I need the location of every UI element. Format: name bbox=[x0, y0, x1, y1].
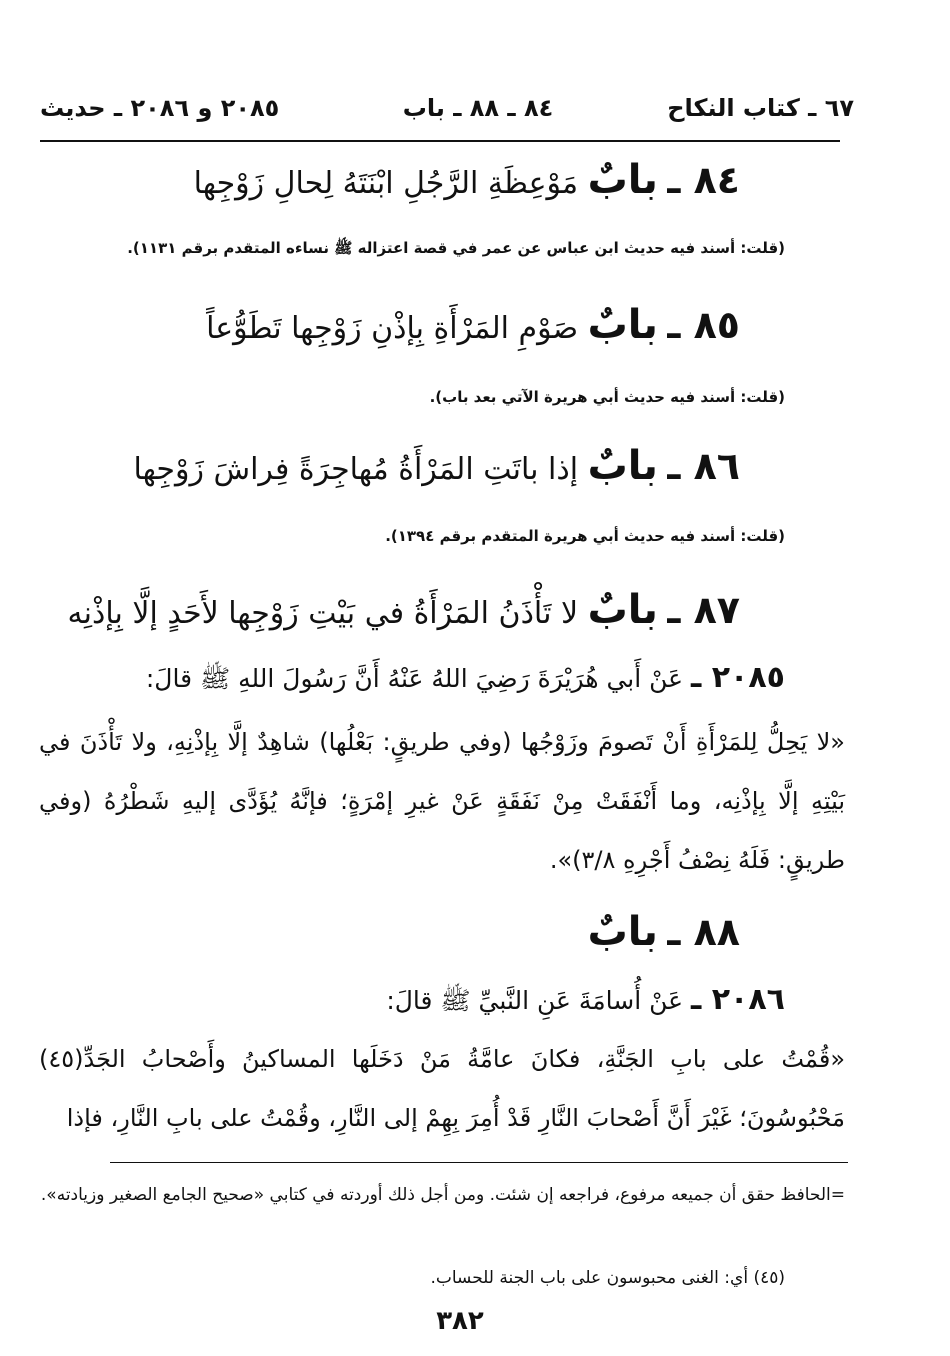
chapter-number: ٨٧ ـ bbox=[667, 588, 740, 632]
chapter-title: إذا باتَتِ المَرْأَةُ مُهاجِرَةً فِراشَ زَوْجِها bbox=[133, 452, 579, 487]
page-number: ٣٨٢ bbox=[436, 1306, 484, 1336]
hadith-2086-isnad-line bbox=[386, 980, 785, 1021]
chapter-heading-86 bbox=[133, 444, 740, 492]
chapter-heading-84 bbox=[194, 158, 740, 206]
chapter-word: بابٌ bbox=[587, 443, 658, 489]
chapter-word: بابٌ bbox=[587, 302, 658, 348]
footnote-divider bbox=[110, 1162, 848, 1163]
chapter-title: لا تَأْذَنُ المَرْأَةُ في بَيْتِ زَوْجِها لأَحَدٍ إلَّا بِإذْنِه bbox=[67, 596, 579, 631]
chapter-number: ٨٤ ـ bbox=[667, 158, 740, 202]
chapter-word: بابٌ bbox=[587, 157, 658, 203]
chapter-note-85: (قلت: أسند فيه حديث أبي هريرة الآتي بعد باب). bbox=[429, 388, 785, 406]
chapter-note-84: (قلت: أسند فيه حديث ابن عباس عن عمر في قصة اعتزاله ﷺ نساءه المتقدم برقم ١١٣١). bbox=[127, 239, 785, 257]
chapter-note-86: (قلت: أسند فيه حديث أبي هريرة المتقدم برقم ١٣٩٤). bbox=[385, 527, 785, 545]
hadith-2085-text: «لا يَحِلُّ لِلمَرْأَةِ أَنْ تَصومَ وزَوْجُها (وفي طريقٍ: بَعْلُها) شاهِدٌ إلَّا بِإذْنِهِ، ولا تَأْذَنَ في بَيْتِهِ إلَّا بِإذْنِه، وما أَنْفَقَتْ مِنْ نَفَقَةٍ عَنْ غيرِ إمْرَةٍ؛ فإنَّهُ يُؤَدَّى إليهِ شَطْرُهُ (وفي طريقٍ: فَلَهُ نِصْفُ أَجْرِهِ ٣/٨)». bbox=[39, 728, 845, 874]
chapter-heading-85 bbox=[206, 303, 740, 351]
chapter-title: مَوْعِظَةِ الرَّجُلِ ابْنَتَهُ لِحالِ زَوْجِها bbox=[193, 166, 579, 201]
chapter-heading-88 bbox=[588, 910, 740, 958]
hadith-number: ٢٠٨٦ ـ bbox=[691, 982, 785, 1017]
chapter-word: بابٌ bbox=[587, 587, 658, 633]
chapter-heading-87 bbox=[68, 588, 740, 636]
hadith-number: ٢٠٨٥ ـ bbox=[691, 660, 785, 695]
header-chapter-range: ٨٤ ـ ٨٨ ـ باب bbox=[402, 94, 554, 122]
footnote-continued: =الحافظ حقق أن جميعه مرفوع، فراجعه إن شئت. ومن أجل ذلك أوردته في كتابي «صحيح الجامع الصغير وزيادته». bbox=[40, 1185, 845, 1205]
chapter-number: ٨٥ ـ bbox=[667, 303, 740, 347]
header-hadith-range: ٢٠٨٥ و ٢٠٨٦ ـ حديث bbox=[40, 94, 280, 122]
chapter-number: ٨٨ ـ bbox=[667, 910, 740, 954]
hadith-isnad: عَنْ أَبي هُرَيْرَةَ رَضِيَ اللهُ عَنْهُ أَنَّ رَسُولَ اللهِ ﷺ قالَ: bbox=[145, 664, 684, 693]
hadith-isnad: عَنْ أُسامَةَ عَنِ النَّبيِّ ﷺ قالَ: bbox=[386, 986, 684, 1015]
chapter-word: بابٌ bbox=[587, 909, 658, 955]
chapter-title: صَوْمِ المَرْأَةِ بِإذْنِ زَوْجِها تَطَوُّعاً bbox=[206, 311, 579, 346]
hadith-2085-isnad-line bbox=[146, 658, 785, 699]
header-book-title: ٦٧ ـ كتاب النكاح bbox=[667, 94, 854, 122]
header-divider bbox=[40, 140, 840, 142]
hadith-2086-text: «قُمْتُ على بابِ الجَنَّةِ، فكانَ عامَّةُ مَنْ دَخَلَها المساكينُ وأَصْحابُ الجَدِّ(٤٥) مَحْبُوسُونَ؛ غَيْرَ أَنَّ أَصْحابَ النَّارِ قَدْ أُمِرَ بِهِمْ إلى النَّارِ، وقُمْتُ على بابِ النَّارِ، فإذا bbox=[39, 1045, 845, 1132]
footnote-45: (٤٥) أي: الغنى محبوسون على باب الجنة للحساب. bbox=[430, 1268, 785, 1288]
chapter-number: ٨٦ ـ bbox=[667, 444, 740, 488]
